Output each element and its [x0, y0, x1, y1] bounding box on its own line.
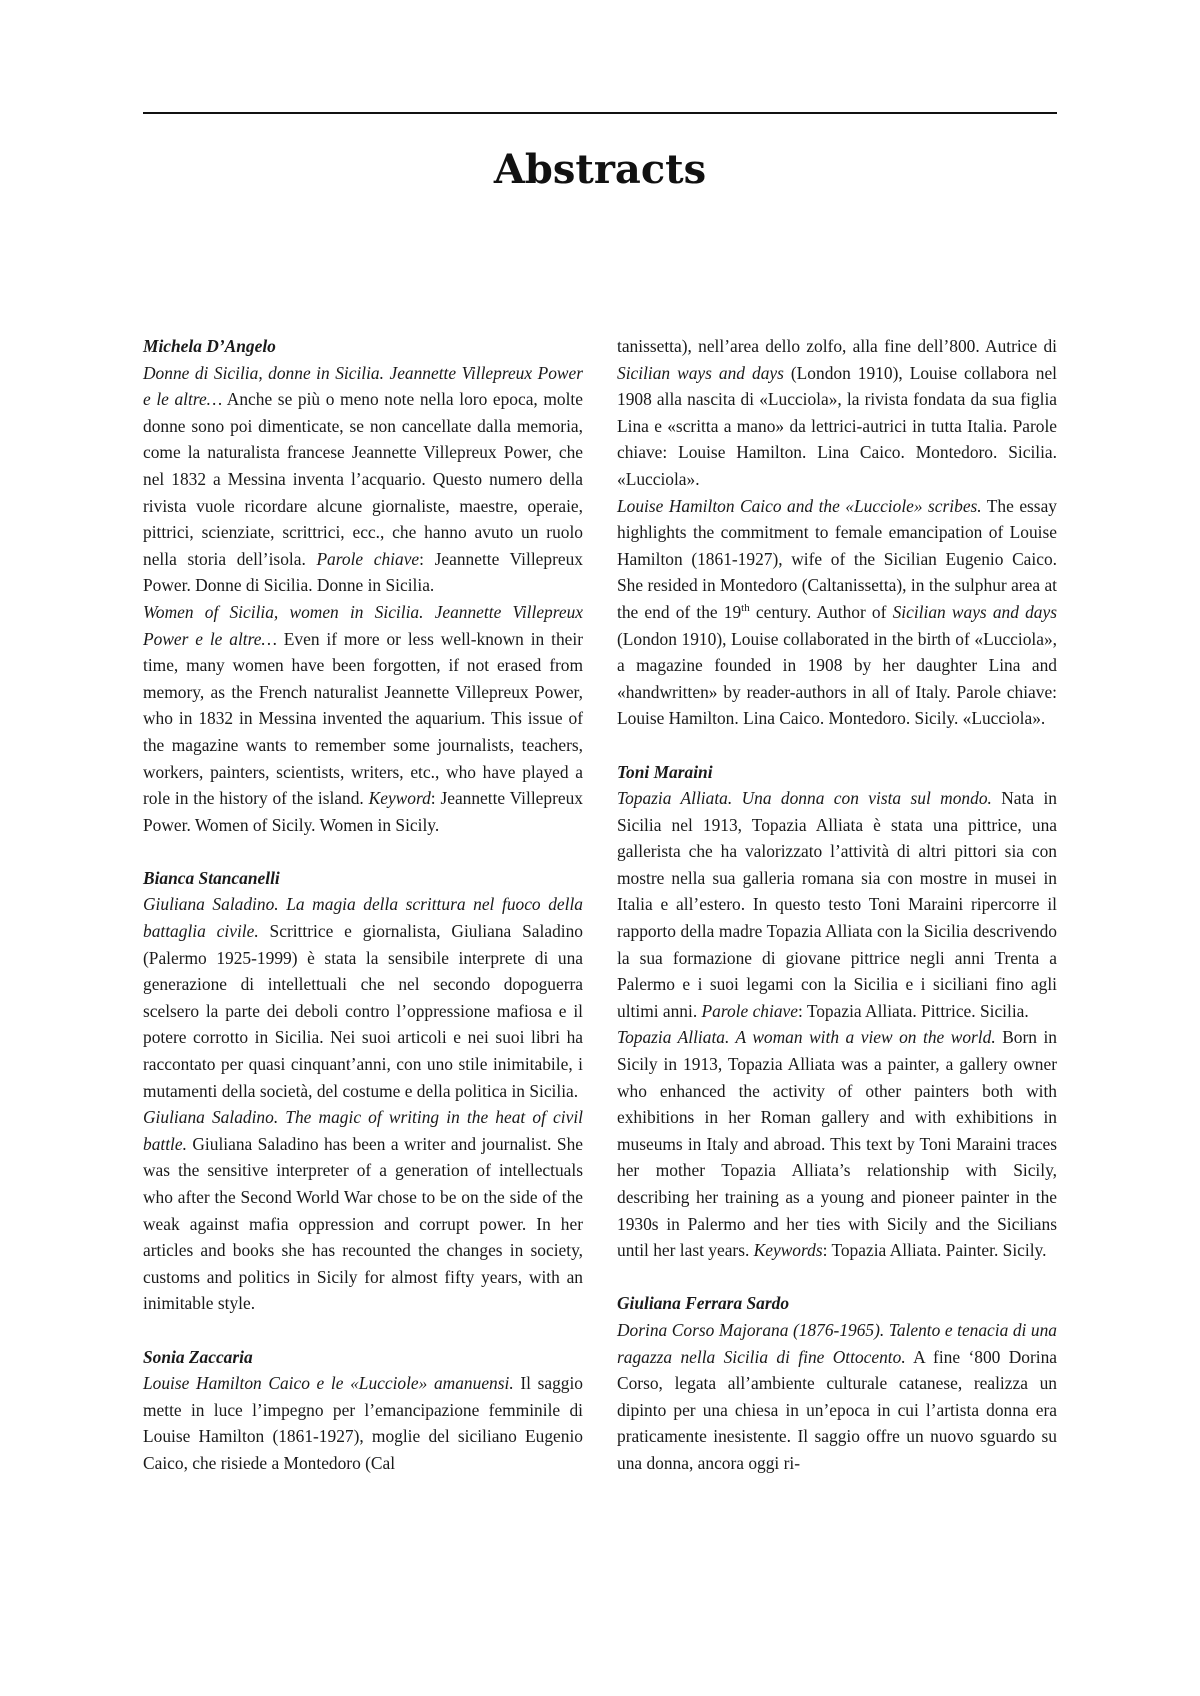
abstract-english — [143, 599, 583, 838]
article-title: Dorina Corso Majorana (1876-1965). Talento e tenacia di una ragazza nella Sicilia di fine Ottocento. — [617, 1319, 1057, 1367]
abstract-text: The essay highlights the commitment to female emancipation of Louise Hamilton (1861-1927), wife of the Sicilian Eugenio Caico. She resided in Montedoro (Caltanissetta), in the sulphur area at the end of the 19 — [617, 495, 1057, 622]
spacer — [143, 1317, 583, 1344]
author-name: Michela D’Angelo — [143, 336, 276, 356]
abstract-italian — [143, 360, 583, 599]
keyword-label: Keyword — [368, 788, 431, 809]
article-title: Topazia Alliata. Una donna con vista sul mondo. — [617, 788, 992, 809]
abstract-italian — [617, 1317, 1057, 1477]
abstract-text: (London 1910), Louise collaborated in the birth of «Lucciola», a magazine founded in 1908 by her daughter Lina and «handwritten» by reader-authors in all of Italy. Parole chiave: Louise Hamilton. Lina Caico. Montedoro. Sicily. «Lucciola». — [617, 628, 1057, 729]
author-name: Toni Maraini — [617, 761, 713, 782]
spacer — [617, 1264, 1057, 1291]
abstract-text: Scrittrice e giornalista, Giuliana Saladino (Palermo 1925-1999) è stata la sensibile interprete di una generazione di intellettuali che nel secondo dopoguerra scelsero la parte dei deboli contro l’oppressione mafiosa e il potere corrotto in Sicilia. Nei suoi articoli e nei suoi libri ha raccontato per quasi cinquant’anni, con uno stile inimitabile, i mutamenti della società, del costume e della politica in Sicilia. — [143, 921, 583, 1101]
author-name: Bianca Stancanelli — [143, 867, 280, 888]
article-title: Topazia Alliata. A woman with a view on the world. — [617, 1027, 996, 1048]
abstract-stancanelli — [143, 865, 583, 1317]
article-title: Donne di Sicilia, donne in Sicilia. Jeannette Villepreux Power e le altre… — [143, 362, 583, 410]
abstract-english — [617, 493, 1057, 732]
abstract-text: Giuliana Saladino has been a writer and journalist. She was the sensitive interpreter of a generation of intellectuals who after the Second World War chose to be on the side of the weak against mafia oppression and corrupt power. In her articles and books she has recounted the changes in society, customs and politics in Sicily for almost fifty years, with an inimitable style. — [143, 1133, 583, 1314]
abstract-text: Born in Sicily in 1913, Topazia Alliata was a painter, a gallery owner who enhanced the activity of other painters both with exhibitions in her Roman gallery and with exhibitions in museums in Italy and abroad. This text by Toni Maraini traces her mother Topazia Alliata’s relationship with Sicily, describing her training as a young and pioneer painter in the 1930s in Palermo and her ties with Sicily and the Sicilians until her last years. — [617, 1027, 1057, 1261]
abstract-ferrara-sardo — [617, 1290, 1057, 1476]
keywords: : Topazia Alliata. Painter. Sicily. — [822, 1240, 1047, 1261]
abstract-text: A fine ‘800 Dorina Corso, legata all’ambiente culturale catanese, realizza un dipinto per una chiesa in un’epoca in cui l’artista donna era praticamente inesistente. Il saggio offre un nuovo sguardo su una donna, ancora oggi ri- — [617, 1346, 1057, 1473]
book-title: Sicilian ways and days — [617, 362, 784, 383]
abstract-italian-continued — [617, 333, 1057, 493]
keywords: : Topazia Alliata. Pittrice. Sicilia. — [797, 1000, 1029, 1021]
abstract-zaccaria-continued — [617, 333, 1057, 732]
book-title: Sicilian ways and days — [892, 601, 1057, 622]
abstract-english — [143, 1104, 583, 1317]
abstract-zaccaria — [143, 1344, 583, 1477]
author-name: Sonia Zaccaria — [143, 1346, 253, 1367]
keyword-label: Keywords — [753, 1240, 823, 1261]
abstract-italian — [143, 891, 583, 1104]
article-title: Louise Hamilton Caico and the «Lucciole» scribes. — [617, 495, 982, 516]
spacer — [617, 732, 1057, 759]
abstract-italian — [143, 1370, 583, 1476]
left-column — [143, 333, 583, 1477]
superscript: th — [741, 602, 750, 615]
abstract-dangelo — [143, 333, 583, 838]
abstract-text: (London 1910), Louise collabora nel 1908 alla nascita di «Lucciola», la rivista fondata da sua figlia Lina e «scritta a mano» da lettrici-autrici in tutta Italia. Parole chiave: Louise Hamilton. Lina Caico. Montedoro. Sicilia. «Lucciola». — [617, 362, 1057, 489]
page-title: Abstracts — [493, 146, 707, 193]
article-title: Louise Hamilton Caico e le «Lucciole» amanuensi. — [143, 1373, 514, 1394]
keywords: : Jeannette Villepreux Power. Donne di Sicilia. Donne in Sicilia. — [143, 548, 583, 596]
spacer — [143, 838, 583, 865]
abstract-english — [617, 1024, 1057, 1263]
abstract-text: Nata in Sicilia nel 1913, Topazia Alliata è stata una pittrice, una gallerista che ha valorizzato l’attività di altri pittori sia con mostre nella sua galleria romana sia con mostre in musei in Italia e all’estero. In questo testo Toni Maraini ripercorre il rapporto della madre Topazia Alliata con la Sicilia descrivendo la sua formazione di giovane pittrice negli anni Trenta a Palermo e i suoi legami con la Sicilia e i siciliani fino agli ultimi anni. — [617, 788, 1057, 1021]
keyword-label: Parole chiave — [701, 1000, 798, 1021]
abstract-italian — [617, 785, 1057, 1024]
keyword-label: Parole chiave — [316, 548, 420, 569]
abstract-text: tanissetta), nell’area dello zolfo, alla fine dell’800. Autrice di — [617, 336, 1057, 356]
abstract-text: Even if more or less well-known in their time, many women have been forgotten, if not erased from memory, as the French naturalist Jeannette Villepreux Power, who in 1832 in Messina invented the aquarium. This issue of the magazine wants to remember some journalists, teachers, workers, painters, scientists, writers, etc., who have played a role in the history of the island. — [143, 628, 583, 809]
abstract-text: century. Author of — [749, 601, 893, 622]
right-column — [617, 333, 1057, 1477]
article-title: Giuliana Saladino. La magia della scrittura nel fuoco della battaglia civile. — [143, 894, 583, 942]
keywords: : Jeannette Villepreux Power. Women of Sicily. Women in Sicily. — [143, 788, 583, 835]
article-title: Women of Sicilia, women in Sicilia. Jeannette Villepreux Power e le altre… — [143, 601, 583, 649]
author-name: Giuliana Ferrara Sardo — [617, 1293, 790, 1314]
abstract-text: Il saggio mette in luce l’impegno per l’emancipazione femminile di Louise Hamilton (1861-1927), moglie del siciliano Eugenio Caico, che risiede a Montedoro (Cal — [143, 1373, 583, 1473]
abstract-maraini — [617, 759, 1057, 1264]
abstract-text: Anche se più o meno note nella loro epoca, molte donne sono poi dimenticate, se non cancellate dalla memoria, come la naturalista francese Jeannette Villepreux Power, che nel 1832 a Messina inventa l’acquario. Questo numero della rivista vuole ricordare alcune giornaliste, maestre, operaie, pittrici, scienziate, scrittrici, ecc., che hanno avuto un ruolo nella storia dell’isola. — [143, 389, 583, 569]
article-title: Giuliana Saladino. The magic of writing in the heat of civil battle. — [143, 1107, 583, 1154]
top-rule — [143, 112, 1057, 114]
